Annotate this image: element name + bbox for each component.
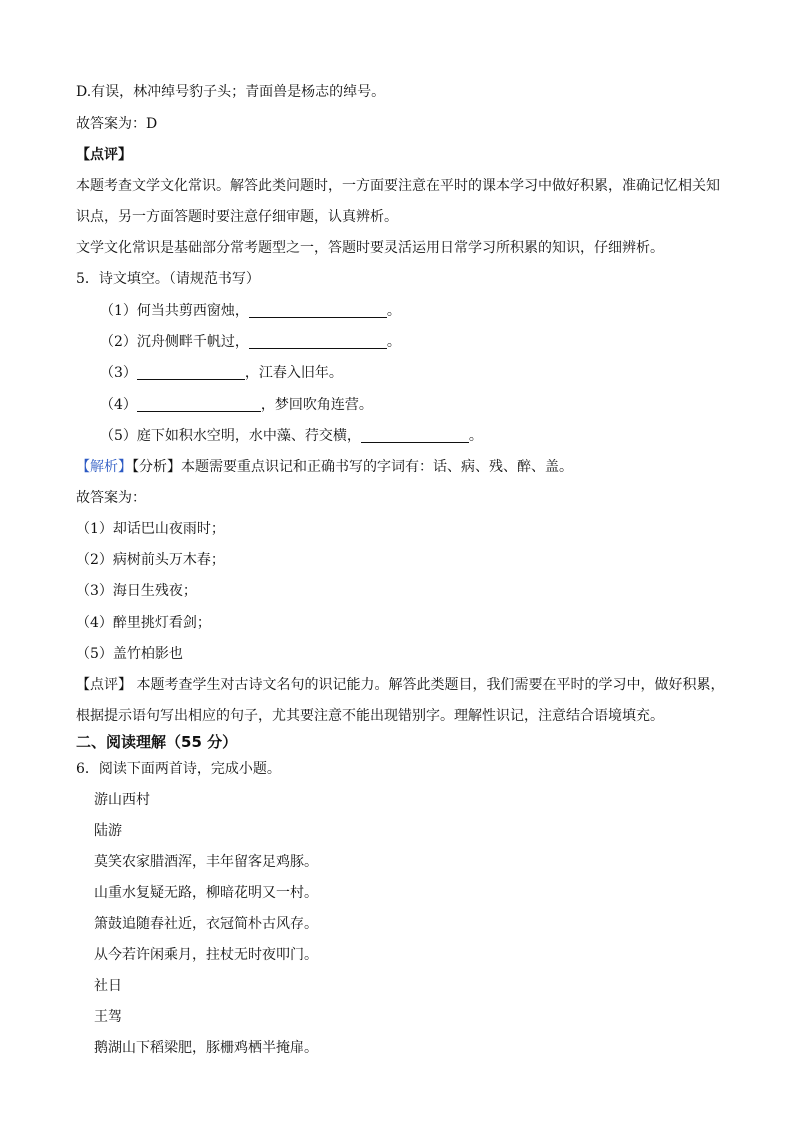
answer-item-1: （1）却话巴山夜雨时； — [76, 521, 225, 537]
blank-5 — [361, 428, 469, 443]
fill-item-5 — [100, 426, 483, 446]
poem-1-author: 陆游 — [94, 823, 122, 839]
analysis-tag: 【解析】 — [76, 459, 132, 475]
poem-2-author: 王驾 — [94, 1009, 122, 1025]
answer-line: 故答案为：D — [76, 116, 158, 132]
fill-item-2-end: 。 — [386, 334, 401, 350]
section-heading: 二、阅读理解（55 分） — [76, 733, 238, 751]
fill-item-4 — [100, 395, 373, 415]
poem-1-line-2: 山重水复疑无路，柳暗花明又一村。 — [94, 885, 318, 901]
fill-item-2 — [100, 332, 401, 352]
poem-2-line-1: 鹅湖山下稻梁肥，豚栅鸡栖半掩扉。 — [94, 1040, 318, 1056]
blank-3 — [137, 365, 245, 380]
answer-item-2: （2）病树前头万木春； — [76, 552, 225, 568]
poem-1-line-3: 箫鼓追随春社近，衣冠简朴古风存。 — [94, 916, 318, 932]
question-5-title: 5．诗文填空。（请规范书写） — [76, 271, 260, 287]
blank-4 — [137, 397, 261, 412]
fill-item-3-end: ，江春入旧年。 — [244, 365, 343, 381]
review-text-1: 本题考查文学文化常识。解答此类问题时，一方面要注意在平时的课本学习中做好积累，准确记忆相关知 — [76, 178, 720, 194]
review-label: 【点评】 — [76, 147, 132, 163]
answer-label: 故答案为： — [76, 490, 146, 506]
fill-item-1-text: （1）何当共剪西窗烛， — [100, 303, 249, 319]
fill-item-3 — [100, 363, 343, 383]
review-text-3: 文学文化常识是基础部分常考题型之一，答题时要灵活运用日常学习所积累的知识，仔细辨析。 — [76, 240, 664, 256]
fill-item-3-text: （3） — [100, 365, 137, 381]
review-2-text-2: 根据提示语句写出相应的句子，尤其要注意不能出现错别字。理解性识记，注意结合语境填充。 — [76, 708, 664, 724]
poem-1-title: 游山西村 — [94, 792, 150, 808]
analysis-text: 【分析】本题需要重点识记和正确书写的字词有：话、病、残、醉、盖。 — [132, 459, 573, 475]
poem-1-line-1: 莫笑农家腊酒浑，丰年留客足鸡豚。 — [94, 854, 318, 870]
poem-2-title: 社日 — [94, 978, 122, 994]
fill-item-1 — [100, 301, 401, 321]
review-text-2: 识点，另一方面答题时要注意仔细审题，认真辨析。 — [76, 209, 398, 225]
fill-item-5-text: （5）庭下如积水空明，水中藻、荇交横， — [100, 428, 361, 444]
answer-item-4: （4）醉里挑灯看剑； — [76, 615, 211, 631]
answer-item-3: （3）海日生残夜； — [76, 583, 197, 599]
analysis-line — [76, 457, 573, 477]
question-6-title: 6．阅读下面两首诗，完成小题。 — [76, 761, 281, 777]
blank-2 — [249, 334, 387, 349]
review-2-text-1: 【点评】 本题考查学生对古诗文名句的识记能力。解答此类题目，我们需要在平时的学习中，做好积累， — [76, 677, 725, 693]
fill-item-4-text: （4） — [100, 397, 137, 413]
answer-option-d: D.有误，林冲绰号豹子头；青面兽是杨志的绰号。 — [76, 84, 386, 100]
fill-item-4-end: ，梦回吹角连营。 — [260, 397, 373, 413]
poem-1-line-4: 从今若许闲乘月，拄杖无时夜叩门。 — [94, 947, 318, 963]
fill-item-5-end: 。 — [468, 428, 483, 444]
fill-item-1-end: 。 — [386, 303, 401, 319]
answer-item-5: （5）盖竹柏影也 — [76, 646, 183, 662]
fill-item-2-text: （2）沉舟侧畔千帆过， — [100, 334, 249, 350]
blank-1 — [249, 303, 387, 318]
